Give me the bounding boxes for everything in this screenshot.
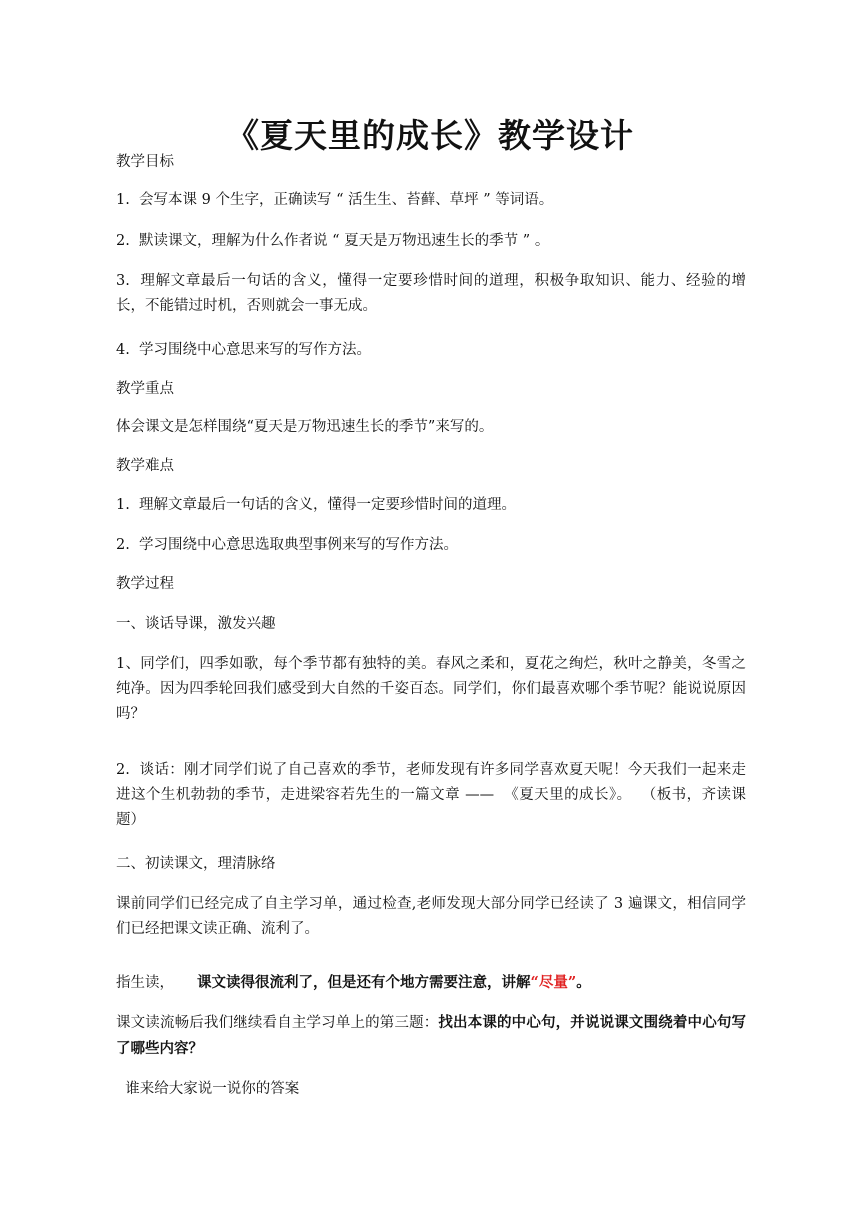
section2-heading: 二、初读课文，理清脉络 [116, 856, 276, 872]
process-heading: 教学过程 [116, 576, 174, 592]
focus-text: 体会课文是怎样围绕“夏天是万物迅速生长的季节”来写的。 [116, 419, 494, 435]
p2-prefix: 指生读， [116, 975, 198, 991]
goal-item-1: 1. 会写本课 9 个生字，正确读写 “ 活生生、苔藓、草坪 ” 等词语。 [116, 192, 554, 208]
section1-paragraph-2: 2. 谈话：刚才同学们说了自己喜欢的季节，老师发现有许多同学喜欢夏天呢！今天我们一起来走进这个生机勃勃的季节，走进梁容若先生的一篇文章 —— 《夏天里的成长》。 （板书，齐读课题） [116, 762, 746, 828]
goals-heading: 教学目标 [116, 154, 174, 170]
section1-heading: 一、谈话导课，激发兴趣 [116, 616, 276, 632]
p3-normal-text: 课文读流畅后我们继续看自主学习单上的第三题： [116, 1015, 439, 1031]
p2-highlight: “尽量” [530, 974, 577, 991]
focus-heading: 教学重点 [116, 381, 174, 397]
section2-paragraph-1: 课前同学们已经完成了自主学习单，通过检查,老师发现大部分同学已经读了 3 遍课文，相信同学们已经把课文读正确、流利了。 [116, 896, 746, 937]
goal-item-3: 3. 理解文章最后一句话的含义，懂得一定要珍惜时间的道理，积极争取知识、能力、经验的增长，不能错过时机，否则就会一事无成。 [116, 273, 746, 314]
goal-item-4: 4. 学习围绕中心意思来写的写作方法。 [116, 342, 372, 358]
p2-bold-text: 课文读得很流利了，但是还有个地方需要注意，讲解 [197, 974, 531, 991]
section2-paragraph-2 [116, 970, 746, 996]
difficulty-heading: 教学难点 [116, 458, 174, 474]
section2-paragraph-4: 谁来给大家说一说你的答案 [116, 1081, 300, 1097]
p2-end: 。 [576, 974, 591, 991]
difficulty-item-2: 2. 学习围绕中心意思选取典型事例来写的写作方法。 [116, 537, 459, 553]
section1-paragraph-1: 1、同学们，四季如歌，每个季节都有独特的美。春风之柔和，夏花之绚烂，秋叶之静美，冬雪之纯净。因为四季轮回我们感受到大自然的千姿百态。同学们，你们最喜欢哪个季节呢？能说说原因吗？ [116, 656, 746, 722]
p3-bold-text: 找出本课的中心句，并说说课文围绕着中心句写了哪些内容？ [116, 1014, 746, 1057]
document-title: 《夏天里的成长》教学设计 [226, 116, 634, 155]
section2-paragraph-3 [116, 1010, 746, 1062]
difficulty-item-1: 1. 理解文章最后一句话的含义，懂得一定要珍惜时间的道理。 [116, 497, 517, 513]
goal-item-2: 2. 默读课文，理解为什么作者说 “ 夏天是万物迅速生长的季节 ” 。 [116, 233, 550, 249]
